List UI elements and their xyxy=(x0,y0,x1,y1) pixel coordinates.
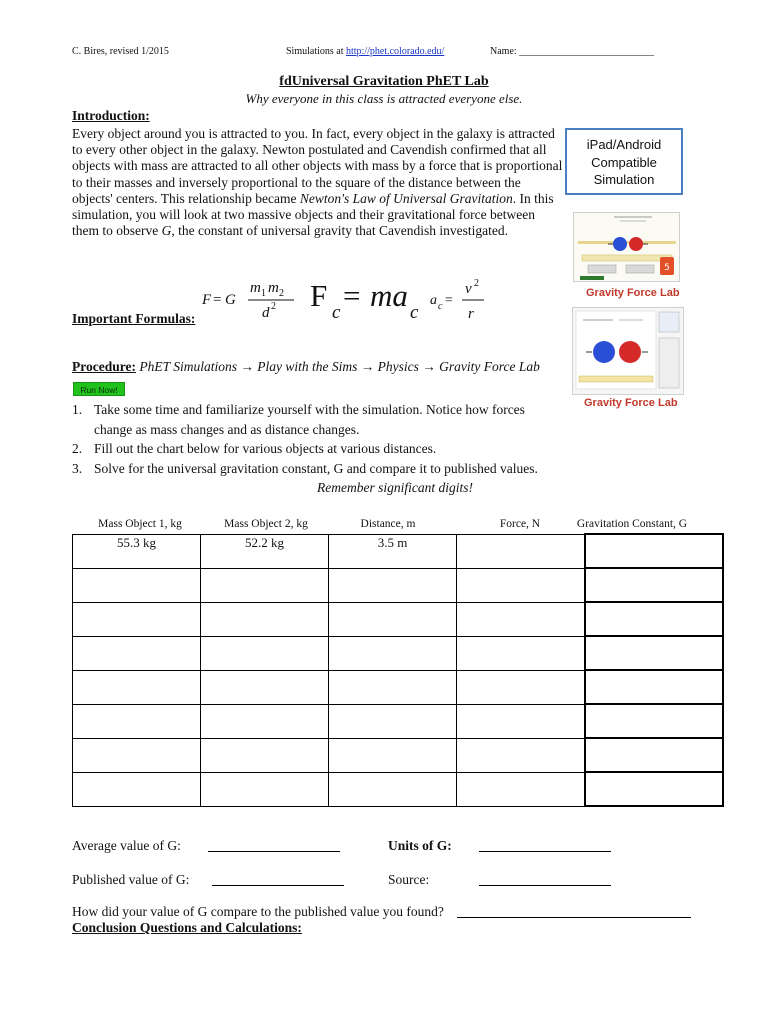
header-sims xyxy=(286,46,444,57)
table-cell[interactable] xyxy=(585,704,723,738)
table-row xyxy=(73,568,723,602)
table-cell[interactable] xyxy=(457,568,585,602)
table-cell[interactable] xyxy=(201,670,329,704)
table-cell[interactable] xyxy=(201,704,329,738)
table-cell[interactable]: 52.2 kg xyxy=(201,534,329,568)
table-cell[interactable] xyxy=(457,636,585,670)
published-g-blank[interactable] xyxy=(212,873,344,886)
svg-text:=: = xyxy=(343,278,361,313)
table-cell[interactable] xyxy=(585,636,723,670)
table-row xyxy=(73,772,723,806)
table-cell[interactable] xyxy=(329,602,457,636)
avg-g-label: Average value of G: xyxy=(72,838,181,853)
svg-text:m: m xyxy=(268,280,279,296)
intro-heading: Introduction: xyxy=(72,108,150,123)
table-cell[interactable] xyxy=(585,670,723,704)
table-cell[interactable] xyxy=(585,568,723,602)
svg-text:d: d xyxy=(262,305,270,321)
table-row xyxy=(73,602,723,636)
table-cell[interactable] xyxy=(585,738,723,772)
table-cell[interactable] xyxy=(201,602,329,636)
page-subtitle: Why everyone in this class is attracted everyone else. xyxy=(245,91,523,106)
header-author: C. Bires, revised 1/2015 xyxy=(72,46,169,57)
table-cell[interactable] xyxy=(329,738,457,772)
step-1: 1. Take some time and familiarize yourself with the simulation. Notice how forces xyxy=(72,402,525,417)
table-cell[interactable] xyxy=(73,602,201,636)
svg-text:2: 2 xyxy=(279,288,284,299)
table-cell[interactable] xyxy=(73,772,201,806)
avg-g-blank[interactable] xyxy=(208,839,340,852)
table-cell[interactable] xyxy=(329,568,457,602)
table-cell[interactable] xyxy=(73,670,201,704)
svg-text:F: F xyxy=(202,292,212,308)
procedure-line xyxy=(72,359,540,375)
procedure-heading: Procedure: xyxy=(72,359,136,374)
col-header-mass2: Mass Object 2, kg xyxy=(224,518,308,530)
svg-text:c: c xyxy=(332,302,341,323)
table-cell[interactable] xyxy=(457,772,585,806)
col-header-g: Gravitation Constant, G xyxy=(576,518,688,530)
table-cell[interactable] xyxy=(201,772,329,806)
sim-compatibility-box: iPad/Android Compatible Simulation xyxy=(565,128,683,195)
table-row xyxy=(73,738,723,772)
svg-text:2: 2 xyxy=(271,301,276,312)
gravity-lab-preview-icon xyxy=(574,213,679,281)
run-now-button[interactable]: Run Now! xyxy=(73,382,125,396)
header-name-field[interactable]: Name: ___________________________ xyxy=(490,46,655,57)
sim-thumbnail-java[interactable] xyxy=(572,307,684,395)
table-cell[interactable] xyxy=(201,738,329,772)
step-1-continued: change as mass changes and as distance changes. xyxy=(94,421,360,437)
table-cell[interactable] xyxy=(73,568,201,602)
source-blank[interactable] xyxy=(479,873,611,886)
svg-text:=: = xyxy=(213,292,222,308)
table-cell[interactable] xyxy=(73,738,201,772)
formula-block xyxy=(198,273,498,325)
page-title: fdUniversal Gravitation PhET Lab xyxy=(279,74,489,89)
svg-text:2: 2 xyxy=(474,278,479,289)
svg-text:ma: ma xyxy=(370,278,408,313)
table-cell[interactable] xyxy=(329,670,457,704)
table-cell[interactable] xyxy=(73,636,201,670)
table-row xyxy=(73,636,723,670)
svg-text:G: G xyxy=(225,292,236,308)
step-3: 3. Solve for the universal gravitation constant, G and compare it to published values. xyxy=(72,460,538,476)
table-cell[interactable] xyxy=(585,534,723,568)
svg-text:a: a xyxy=(430,293,437,308)
thumb-caption-1: Gravity Force Lab xyxy=(586,287,680,299)
step-2: 2. Fill out the chart below for various objects at various distances. xyxy=(72,441,437,456)
table-cell[interactable] xyxy=(457,670,585,704)
units-g-label: Units of G: xyxy=(388,838,452,853)
table-cell[interactable]: 3.5 m xyxy=(329,534,457,568)
table-cell[interactable] xyxy=(457,534,585,568)
sim-thumbnail-html5[interactable] xyxy=(573,212,680,282)
published-g-label: Published value of G: xyxy=(72,872,190,887)
col-header-mass1: Mass Object 1, kg xyxy=(98,518,182,530)
conclusion-heading: Conclusion Questions and Calculations: xyxy=(72,920,302,935)
col-header-force: Force, N xyxy=(499,518,541,530)
table-cell[interactable] xyxy=(329,772,457,806)
table-cell[interactable] xyxy=(457,738,585,772)
table-cell[interactable] xyxy=(457,602,585,636)
table-cell[interactable] xyxy=(457,704,585,738)
phet-link[interactable]: http://phet.colorado.edu/ xyxy=(346,46,445,57)
sims-prefix: Simulations at xyxy=(286,46,346,57)
svg-text:c: c xyxy=(438,301,443,312)
table-row xyxy=(73,534,723,568)
table-cell[interactable]: 55.3 kg xyxy=(73,534,201,568)
table-row xyxy=(73,670,723,704)
intro-paragraph: Every object around you is attracted to you. In fact, every object in the galaxy is attracted to every other object in the galaxy. Newton postulated and Cavendish confirmed that all objects with mass are attracted to all other objects with mass by a force that is proportional to their masses and inversely proportional to the square of the distance between the objects' centers. This relationship became Newton's Law of Universal Gravitation. In this simulation, you will look at two massive objects and their gravitational force between them to observe G, the constant of universal gravity that Cavendish investigated. xyxy=(72,126,563,239)
svg-text:r: r xyxy=(468,306,474,322)
table-cell[interactable] xyxy=(201,568,329,602)
svg-text:v: v xyxy=(465,281,472,297)
table-cell[interactable] xyxy=(201,636,329,670)
compare-blank[interactable] xyxy=(457,905,691,918)
table-cell[interactable] xyxy=(329,636,457,670)
compare-label: How did your value of G compare to the published value you found? xyxy=(72,904,444,919)
procedure-steps xyxy=(72,400,572,478)
procedure-path: PhET Simulations → Play with the Sims → Physics → Gravity Force Lab xyxy=(135,359,540,374)
table-cell[interactable] xyxy=(329,704,457,738)
source-label: Source: xyxy=(388,872,430,887)
units-g-blank[interactable] xyxy=(479,839,611,852)
svg-text:1: 1 xyxy=(261,288,266,299)
thumb-caption-2: Gravity Force Lab xyxy=(584,397,678,409)
gravity-lab-preview-icon xyxy=(573,308,683,394)
formulas-heading: Important Formulas: xyxy=(72,311,196,326)
table-row xyxy=(73,704,723,738)
remember-note: Remember significant digits! xyxy=(317,480,473,495)
svg-text:c: c xyxy=(410,302,419,323)
svg-text:F: F xyxy=(310,278,328,313)
col-header-distance: Distance, m xyxy=(360,518,416,530)
svg-text:m: m xyxy=(250,280,261,296)
table-cell[interactable] xyxy=(585,602,723,636)
data-table xyxy=(72,533,724,807)
svg-text:5: 5 xyxy=(664,263,670,273)
svg-text:=: = xyxy=(445,293,453,308)
table-cell[interactable] xyxy=(73,704,201,738)
table-cell[interactable] xyxy=(585,772,723,806)
